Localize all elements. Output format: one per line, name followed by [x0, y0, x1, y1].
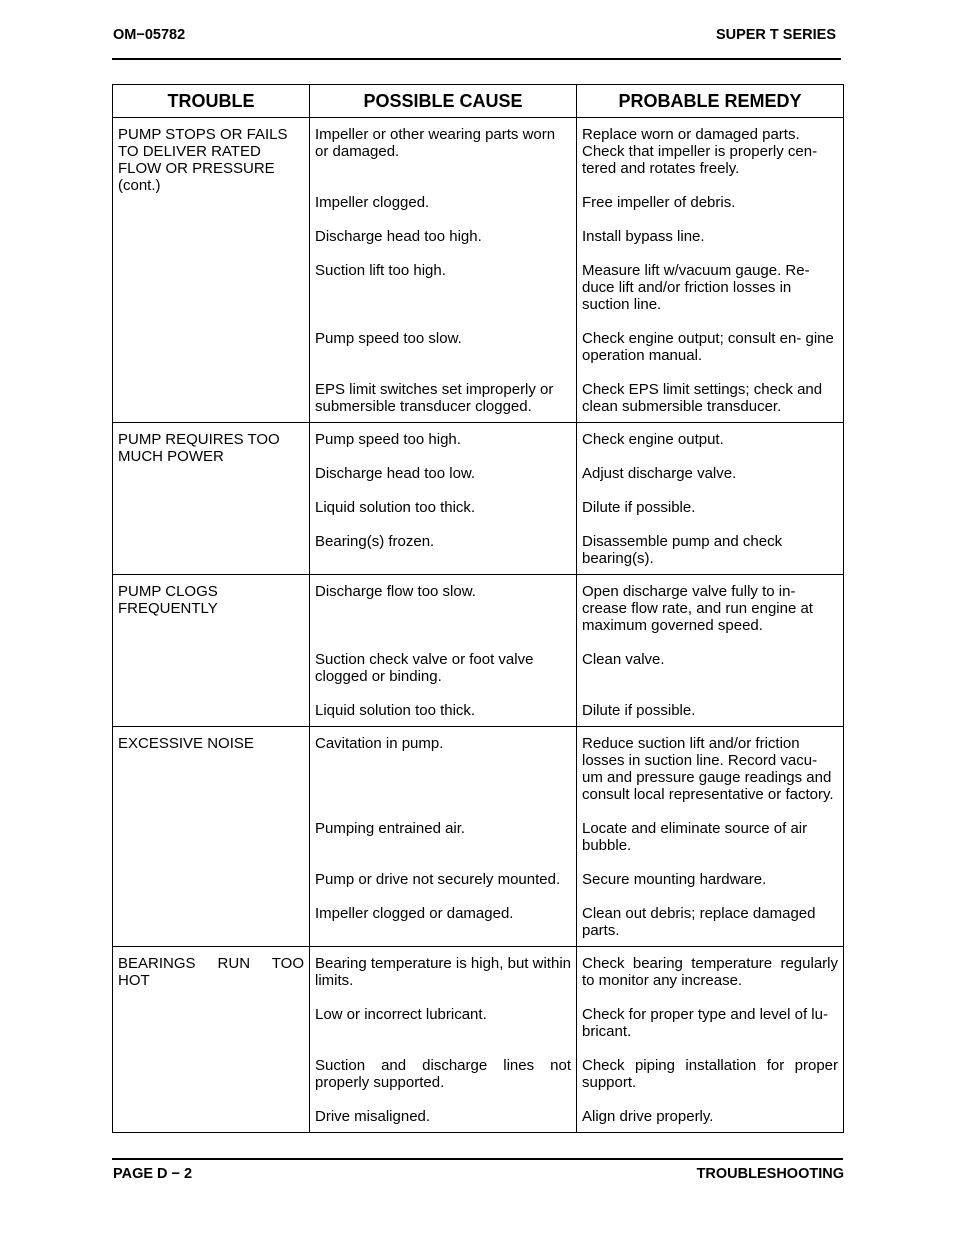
section-title: TROUBLESHOOTING: [696, 1166, 844, 1182]
cause-entry: Drive misaligned.: [315, 1108, 431, 1125]
cause-entry: Pump speed too high.: [315, 431, 461, 448]
probable-remedy-cell: [577, 947, 844, 1133]
cause-entry: Cavitation in pump.: [315, 735, 444, 752]
series-title: SUPER T SERIES: [715, 27, 836, 43]
remedy-entry: Align drive properly.: [582, 1108, 714, 1125]
trouble-cell: [113, 423, 310, 575]
remedy-entry: Locate and eliminate source of air bubble.: [582, 820, 808, 854]
remedy-entry: Check piping installation for proper support.: [582, 1057, 838, 1091]
cause-entry: EPS limit switches set improperly or submersible transducer clogged.: [315, 381, 554, 415]
possible-cause-cell: [310, 423, 577, 575]
table-body: [113, 118, 844, 1133]
probable-remedy-cell: [577, 575, 844, 727]
footer-rule: [112, 1158, 843, 1160]
remedy-entry: Free impeller of debris.: [582, 194, 736, 211]
cause-entry: Impeller clogged.: [315, 194, 430, 211]
remedy-entry: Reduce suction lift and/or friction losses in suction line. Record vacu- um and pressure gauge readings and consult local representative or factory.: [582, 735, 834, 803]
possible-cause-cell: [310, 947, 577, 1133]
remedy-entry: Install bypass line.: [582, 228, 705, 245]
trouble-cell: [113, 118, 310, 423]
cause-entry: Suction lift too high.: [315, 262, 446, 279]
trouble-text: EXCESSIVE NOISE: [118, 735, 254, 752]
trouble-cell: [113, 727, 310, 947]
table-row: [113, 575, 844, 727]
cause-entry: Liquid solution too thick.: [315, 702, 476, 719]
trouble-text: PUMP REQUIRES TOO MUCH POWER: [118, 431, 280, 465]
cause-entry: Low or incorrect lubricant.: [315, 1006, 487, 1023]
cause-entry: Suction and discharge lines not properly supported.: [315, 1057, 571, 1091]
remedy-entry: Replace worn or damaged parts. Check that impeller is properly cen- tered and rotates freely.: [582, 126, 818, 177]
probable-remedy-cell: [577, 118, 844, 423]
trouble-cell: [113, 947, 310, 1133]
probable-remedy-cell: [577, 727, 844, 947]
cause-entry: Pump or drive not securely mounted.: [315, 871, 561, 888]
cause-entry: Discharge flow too slow.: [315, 583, 476, 600]
header-rule: [112, 58, 841, 60]
table-row: [113, 118, 844, 423]
possible-cause-cell: [310, 727, 577, 947]
cause-entry: Pump speed too slow.: [315, 330, 462, 347]
troubleshooting-table: [112, 84, 844, 1133]
column-header-trouble: TROUBLE: [113, 85, 310, 118]
column-header-probable-remedy: PROBABLE REMEDY: [577, 85, 844, 118]
cause-entry: Liquid solution too thick.: [315, 499, 476, 516]
cause-entry: Bearing(s) frozen.: [315, 533, 435, 550]
remedy-entry: Check bearing temperature regularly to monitor any increase.: [582, 955, 838, 989]
cause-entry: Impeller or other wearing parts worn or damaged.: [315, 126, 556, 160]
remedy-entry: Dilute if possible.: [582, 702, 696, 719]
remedy-entry: Check engine output; consult en- gine operation manual.: [582, 330, 834, 364]
cause-entry: Discharge head too low.: [315, 465, 476, 482]
possible-cause-cell: [310, 575, 577, 727]
remedy-entry: Measure lift w/vacuum gauge. Re- duce lift and/or friction losses in suction line.: [582, 262, 810, 313]
remedy-entry: Clean valve.: [582, 651, 665, 668]
cause-entry: Suction check valve or foot valve clogged or binding.: [315, 651, 534, 685]
document-id: OM−05782: [113, 27, 186, 43]
cause-entry: Discharge head too high.: [315, 228, 482, 245]
column-header-possible-cause: POSSIBLE CAUSE: [310, 85, 577, 118]
trouble-text: PUMP STOPS OR FAILS TO DELIVER RATED FLOW OR PRESSURE (cont.): [118, 126, 288, 194]
remedy-entry: Secure mounting hardware.: [582, 871, 767, 888]
cause-entry: Impeller clogged or damaged.: [315, 905, 514, 922]
table-header-row: [113, 85, 844, 118]
remedy-entry: Clean out debris; replace damaged parts.: [582, 905, 816, 939]
cause-entry: Bearing temperature is high, but within limits.: [315, 955, 571, 989]
page-number: PAGE D − 2: [113, 1166, 193, 1182]
remedy-entry: Check engine output.: [582, 431, 724, 448]
remedy-entry: Check for proper type and level of lu- bricant.: [582, 1006, 828, 1040]
table-row: [113, 423, 844, 575]
remedy-entry: Adjust discharge valve.: [582, 465, 737, 482]
trouble-cell: [113, 575, 310, 727]
remedy-entry: Disassemble pump and check bearing(s).: [582, 533, 783, 567]
remedy-entry: Dilute if possible.: [582, 499, 696, 516]
trouble-text: BEARINGS RUN TOO HOT: [118, 955, 304, 989]
probable-remedy-cell: [577, 423, 844, 575]
remedy-entry: Open discharge valve fully to in- crease flow rate, and run engine at maximum governed speed.: [582, 583, 813, 634]
table-row: [113, 947, 844, 1133]
possible-cause-cell: [310, 118, 577, 423]
table-row: [113, 727, 844, 947]
remedy-entry: Check EPS limit settings; check and clean submersible transducer.: [582, 381, 823, 415]
cause-entry: Pumping entrained air.: [315, 820, 466, 837]
trouble-text: PUMP CLOGS FREQUENTLY: [118, 583, 218, 617]
